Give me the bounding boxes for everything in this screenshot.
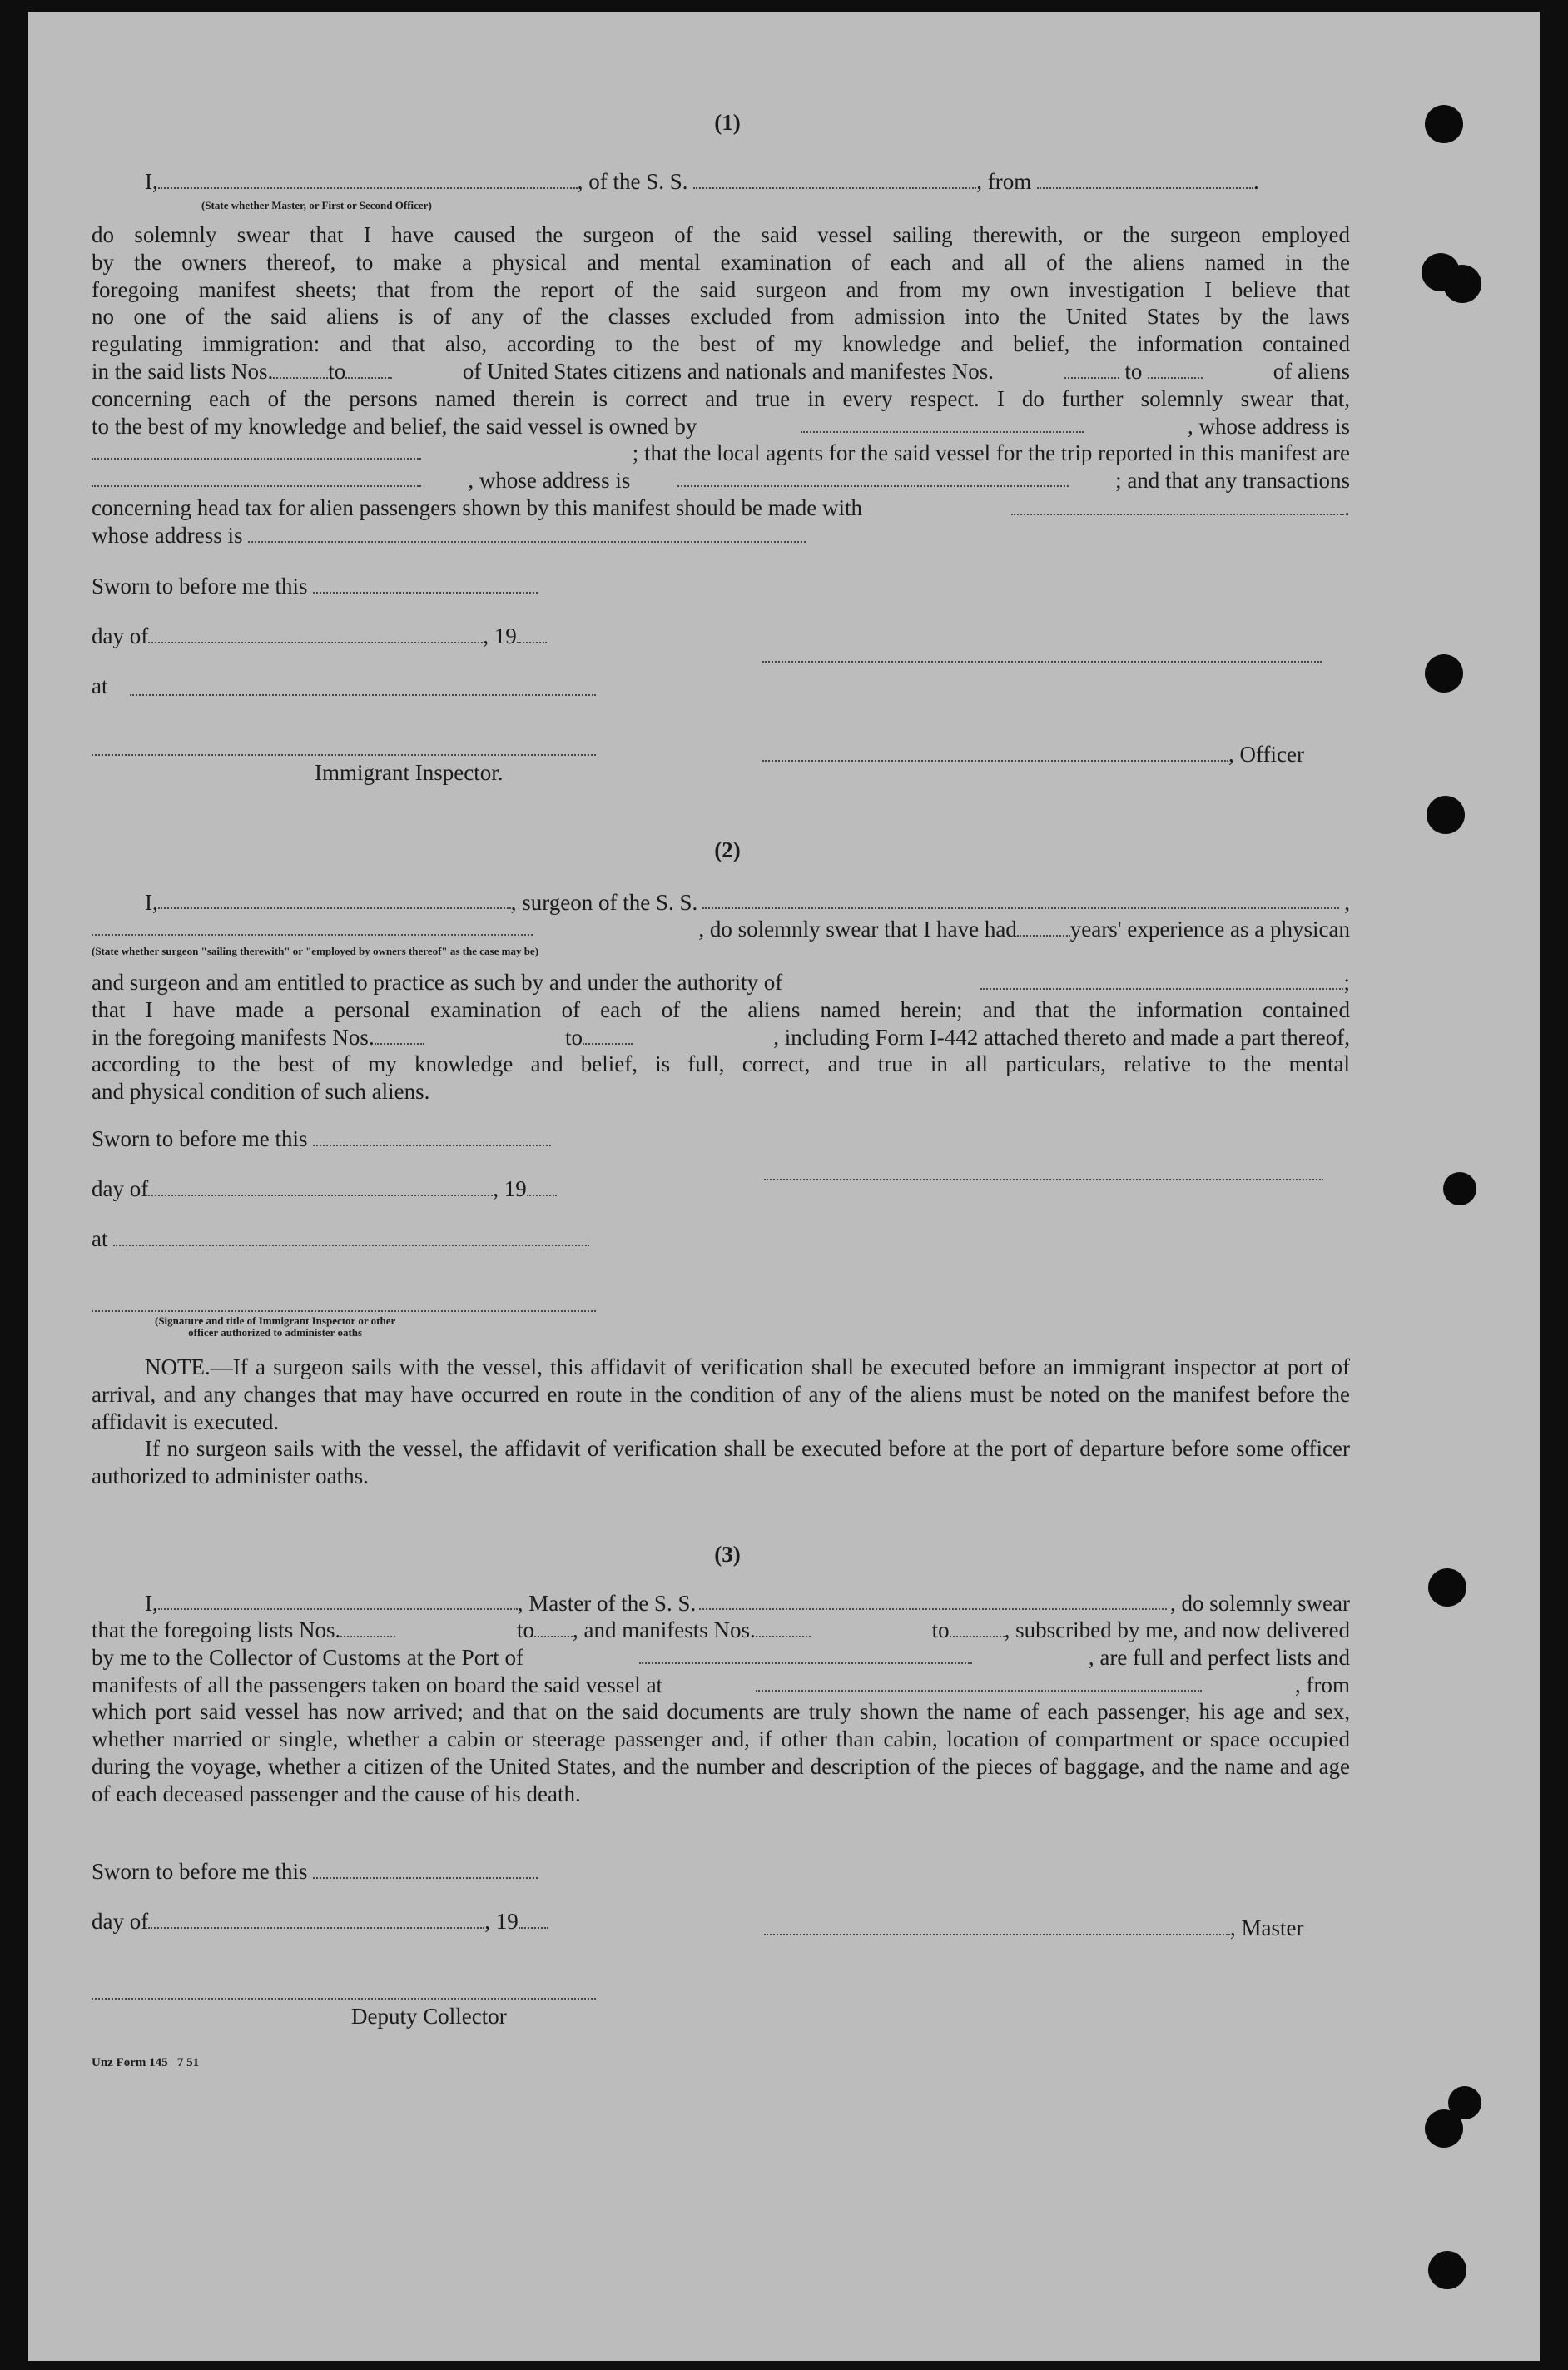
authority-field[interactable] [980, 970, 1343, 990]
years-field[interactable] [1017, 917, 1070, 937]
label: at [92, 1226, 108, 1251]
punch-hole [1425, 654, 1463, 693]
label: by me to the Collector of Customs at the Port of [92, 1644, 523, 1670]
surgeon-body [92, 969, 1350, 1106]
label: of aliens [1273, 358, 1350, 384]
owner-field[interactable] [801, 413, 1084, 433]
name-field[interactable] [158, 169, 578, 189]
section-number: (3) [714, 1542, 741, 1567]
punch-hole [1425, 2109, 1463, 2148]
text-line [92, 358, 1350, 385]
label: , including Form I-442 attached thereto and made a part thereof, [773, 1024, 1350, 1050]
label: to [931, 1617, 950, 1642]
text-line [92, 522, 1350, 549]
day-line [92, 623, 547, 650]
label: (Signature and title of Immigrant Inspector or other [155, 1314, 396, 1327]
master-name-field[interactable] [158, 1590, 518, 1610]
label: . [1344, 494, 1350, 520]
label: , whose address is [468, 468, 631, 494]
label: day of [92, 624, 149, 648]
list-from-field[interactable] [340, 1617, 395, 1637]
label: to [1124, 358, 1143, 384]
day-field[interactable] [148, 624, 483, 643]
label: , 19 [483, 624, 517, 648]
text-line [92, 413, 1350, 440]
surgeon-status-field[interactable] [92, 916, 533, 936]
text-line: concerning each of the persons named therein is correct and true in every respect. I do further solemnly swear that, [92, 385, 1350, 411]
label: ; [1343, 970, 1350, 995]
label: day of [92, 1176, 149, 1201]
field-note: (State whether Master, or First or Second Officer) [201, 199, 432, 211]
label: day of [92, 1909, 149, 1934]
manifest-to-field[interactable] [583, 1025, 633, 1045]
boarding-port-field[interactable] [756, 1672, 1202, 1692]
note-paragraph: If no surgeon sails with the vessel, the affidavit of verification shall be executed before at the port of departure before some officer authorized to administer oaths. [92, 1436, 1350, 1488]
master-line-1 [145, 1590, 1350, 1617]
label: whose address is [92, 522, 243, 548]
label: officer authorized to administer oaths [188, 1326, 363, 1339]
form-number: Unz Form 145 7 51 [92, 2056, 200, 2069]
label: years' experience as a physican [1069, 917, 1350, 942]
manifest-to-field[interactable] [1148, 359, 1203, 379]
label: in the said lists Nos. [92, 358, 274, 384]
label: , Master [1230, 1915, 1304, 1940]
text-line [92, 1672, 1350, 1699]
text-line: that I have made a personal examination of each of the aliens named herein; and that the information contained [92, 996, 1350, 1022]
punch-hole [1428, 1568, 1466, 1607]
label: to the best of my knowledge and belief, the said vessel is owned by [92, 413, 697, 439]
label: at [92, 673, 108, 698]
label: , Master of the S. S. [517, 1591, 697, 1616]
label: Sworn to before me this [92, 574, 308, 599]
text-line [92, 494, 1350, 522]
label: . [1253, 169, 1259, 194]
text-paragraph: which port said vessel has now arrived; and that on the said documents are truly shown the name of each passenger, his age and sex, whether married or single, whether a cabin or steerage passenger and, if other than cabin, location of compartment or space occupied during the voyage, whether a citizen of the United States, and the number and description of the pieces of baggage, and the name and age of each deceased passenger and the cause of his death. [92, 1699, 1350, 1806]
day-field[interactable] [148, 1176, 493, 1196]
ship-name-field[interactable] [693, 169, 976, 189]
officer-line [762, 741, 1304, 768]
inspector-signature-line[interactable] [92, 754, 596, 756]
label: Sworn to before me this [92, 1859, 308, 1884]
ship-name-field[interactable] [702, 889, 1339, 909]
oath-body [92, 221, 1350, 549]
inspector-signature-line[interactable] [92, 1310, 596, 1312]
surgeon-line-1 [145, 889, 1350, 917]
head-tax-contact-field[interactable] [1011, 495, 1344, 515]
day-field[interactable] [148, 1909, 484, 1929]
manifest-to-field[interactable] [950, 1617, 1005, 1637]
label: concerning head tax for alien passengers shown by this manifest should be made with [92, 494, 863, 520]
surgeon-name-field[interactable] [158, 889, 511, 909]
label: of United States citizens and nationals and manifestes Nos. [462, 358, 994, 384]
agents-field[interactable] [92, 467, 421, 487]
list-to-field[interactable] [345, 359, 392, 379]
text-line: no one of the said aliens is of any of the classes excluded from admission into the United States by the laws [92, 304, 1350, 330]
field-note: (State whether surgeon "sailing therewith" or "employed by owners thereof" as the case may be) [92, 945, 539, 957]
at-line [92, 1225, 589, 1253]
at-field[interactable] [113, 1226, 589, 1246]
head-tax-address-field[interactable] [248, 523, 806, 543]
label: and surgeon and am entitled to practice as such by and under the authority of [92, 970, 783, 995]
officer-signature-line-1[interactable] [762, 661, 1322, 663]
sworn-line [92, 1125, 551, 1153]
day-line [92, 1908, 548, 1935]
oath-line-1 [145, 168, 1259, 196]
form-page [28, 12, 1540, 2361]
label: manifests of all the passengers taken on board the said vessel at [92, 1672, 663, 1697]
note-paragraph: NOTE.—If a surgeon sails with the vessel, this affidavit of verification shall be executed before an immigrant inspector at port of arrival, and any changes that may have occurred en route in the condition of any of the aliens must be noted on the manifest before the affidavit is executed. [92, 1354, 1350, 1434]
label: I, [145, 1591, 158, 1616]
text-line: according to the best of my knowledge and belief, is full, correct, and true in all particulars, relative to the mental [92, 1051, 1350, 1077]
text-line: and physical condition of such aliens. [92, 1079, 430, 1105]
text-line [92, 440, 1350, 467]
label: , 19 [493, 1176, 527, 1201]
label: , whose address is [1188, 413, 1350, 439]
text-line: do solemnly swear that I have caused the surgeon of the said vessel sailing therewith, or the surgeon employed [92, 222, 1350, 247]
label: I, [145, 890, 158, 915]
label: in the foregoing manifests Nos. [92, 1024, 375, 1050]
sworn-date-field[interactable] [313, 1859, 538, 1879]
label: ; that the local agents for the said vessel for the trip reported in this manifest are [632, 440, 1350, 466]
punch-hole [1443, 265, 1481, 303]
label: , are full and perfect lists and [1088, 1644, 1350, 1670]
section-number: (2) [714, 837, 741, 862]
signature-note [155, 1315, 395, 1339]
label: , do solemnly swear that I have had [698, 917, 1017, 942]
label: , from [976, 169, 1032, 194]
punch-hole [1427, 796, 1465, 834]
list-from-field[interactable] [273, 359, 328, 379]
label: , from [1295, 1672, 1350, 1697]
label: that the foregoing lists Nos. [92, 1617, 341, 1642]
label: , Officer [1228, 742, 1304, 767]
manifest-from-field[interactable] [1064, 359, 1119, 379]
text-line [92, 467, 1350, 494]
label: , of the S. S. [577, 169, 688, 194]
text-line [92, 1644, 1350, 1672]
label: , and manifests Nos. [573, 1617, 756, 1642]
year-field[interactable] [519, 1909, 548, 1929]
at-line [92, 673, 108, 700]
text-line [92, 1024, 1350, 1051]
sworn-date-field[interactable] [313, 1126, 551, 1146]
at-field[interactable] [130, 694, 596, 696]
label: I, [145, 169, 158, 194]
punch-hole [1443, 1172, 1476, 1205]
sworn-date-field[interactable] [313, 574, 538, 594]
label: ; and that any transactions [1115, 468, 1350, 494]
label: , 19 [484, 1909, 519, 1934]
manifest-from-field[interactable] [375, 1025, 424, 1045]
from-port-field[interactable] [1037, 169, 1253, 189]
text-line: by the owners thereof, to make a physical and mental examination of each and all of the aliens named in the [92, 249, 1350, 275]
list-to-field[interactable] [534, 1617, 573, 1637]
year-field[interactable] [527, 1176, 557, 1196]
collector-signature-line[interactable] [92, 1998, 596, 2000]
label: to [564, 1024, 583, 1050]
master-body [92, 1617, 1350, 1808]
sworn-line [92, 573, 538, 600]
surgeon-signature-line[interactable] [764, 1179, 1323, 1180]
ship-name-field[interactable] [699, 1590, 1167, 1610]
punch-hole [1428, 2251, 1466, 2289]
officer-signature-field[interactable] [762, 742, 1228, 762]
label: , do solemnly swear [1170, 1591, 1350, 1616]
label: , [1344, 890, 1350, 915]
agents-address-field[interactable] [677, 467, 1069, 487]
label: to [328, 358, 346, 384]
deputy-label: Deputy Collector [351, 2004, 507, 2029]
owner-address-field[interactable] [92, 440, 421, 460]
label: Sworn to before me this [92, 1126, 308, 1151]
manifest-from-field[interactable] [756, 1617, 811, 1637]
punch-hole [1425, 105, 1463, 143]
text-line [92, 969, 1350, 996]
label: , subscribed by me, and now delivered [1004, 1617, 1350, 1642]
inspector-label: Immigrant Inspector. [315, 760, 504, 785]
day-line [92, 1175, 557, 1203]
master-signature-field[interactable] [764, 1915, 1230, 1935]
master-sign-line [764, 1915, 1303, 1942]
sworn-line [92, 1858, 538, 1886]
port-field[interactable] [639, 1644, 972, 1664]
text-line [92, 1617, 1350, 1644]
label: to [517, 1617, 535, 1642]
text-line: regulating immigration: and that also, according to the best of my knowledge and belief, the information contained [92, 331, 1350, 357]
year-field[interactable] [517, 624, 547, 643]
label: , surgeon of the S. S. [510, 890, 698, 915]
surgeon-line-2 [92, 916, 1350, 943]
section-number: (1) [714, 110, 741, 135]
text-line: foregoing manifest sheets; that from the report of the said surgeon and from my own investigation I believe that [92, 276, 1350, 302]
